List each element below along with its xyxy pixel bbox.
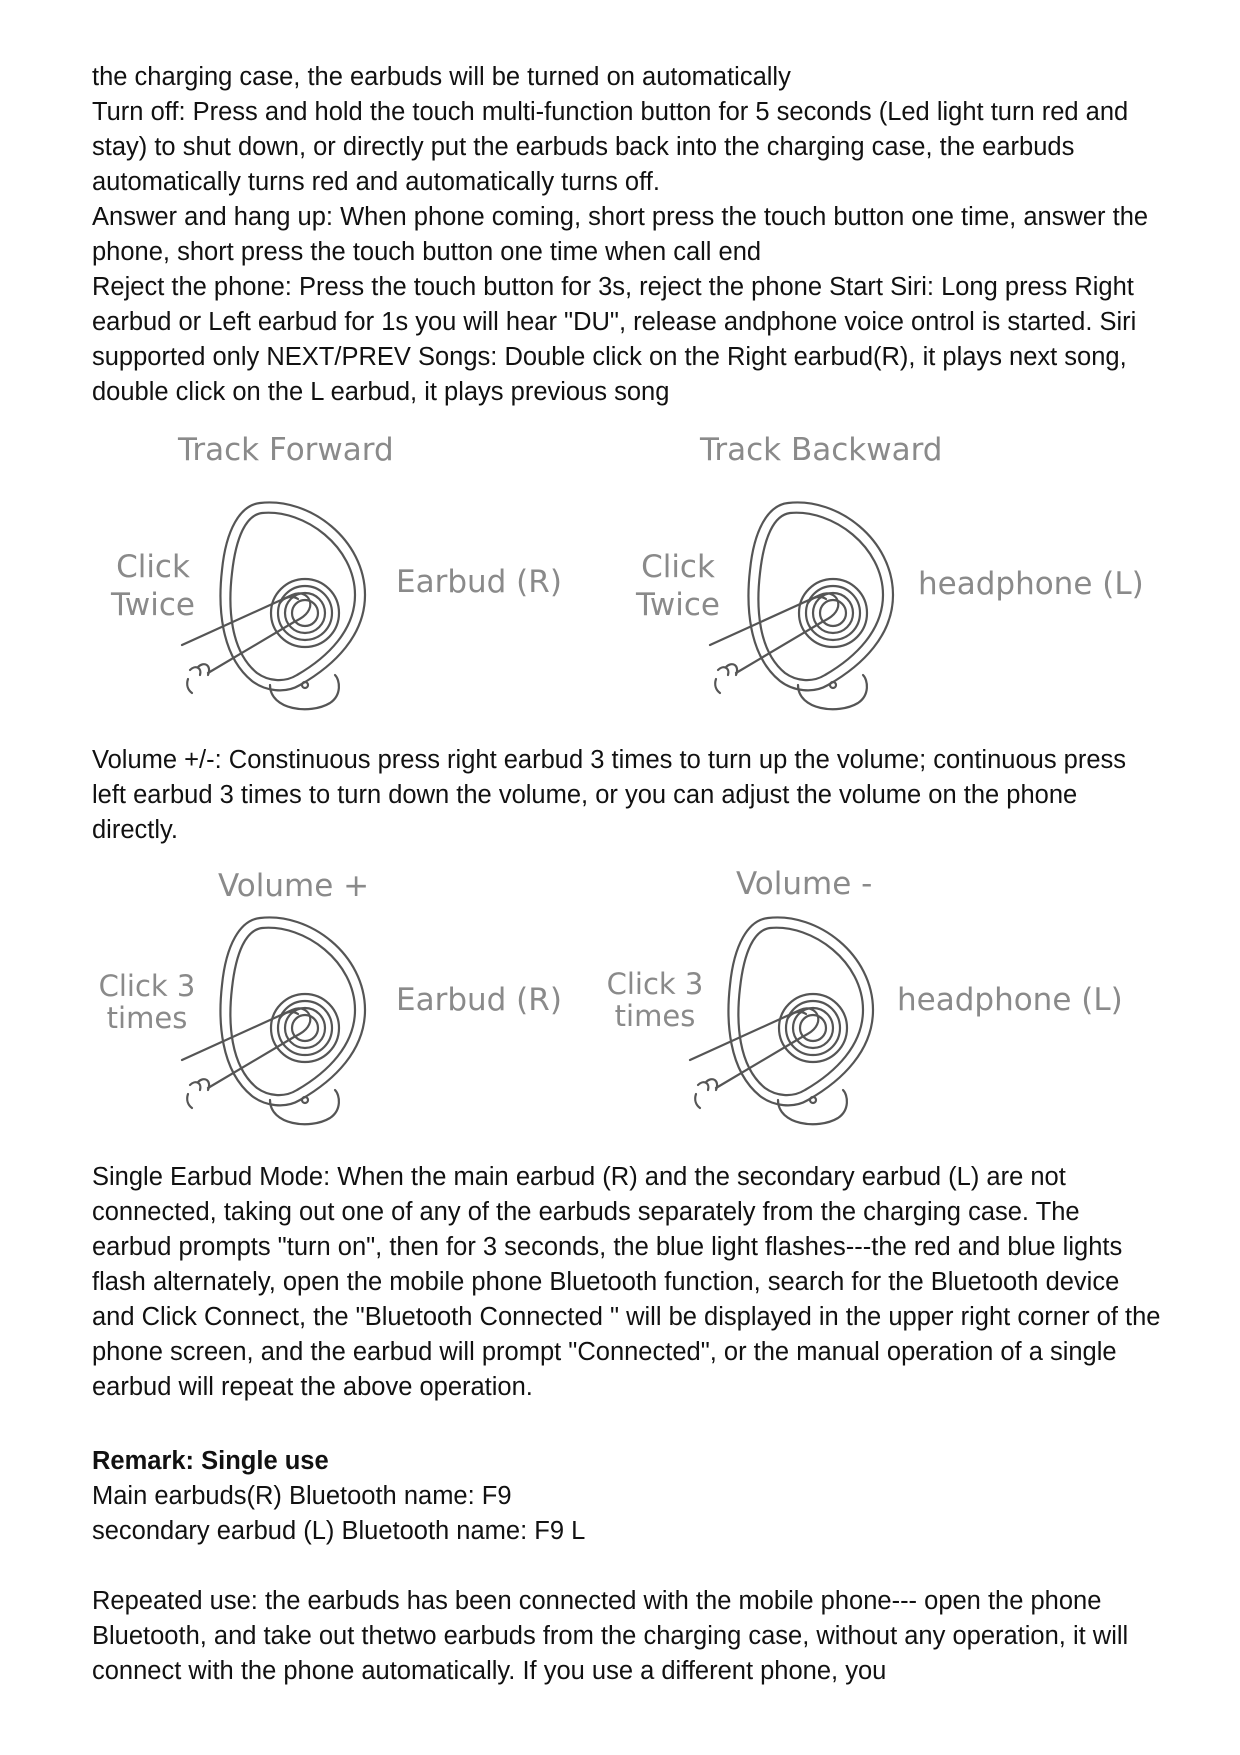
paragraph-volume: Volume +/-: Constinuous press right earbud 3 times to turn up the volume; continuous press left earbud 3 times to turn down the volume, or you can adjust the volume on the phone directly. [92,746,1127,844]
paragraph-reject-siri: Reject the phone: Press the touch button for 3s, reject the phone Start Siri: Long press Right earbud or Left earbud for 1s you will hear "DU", release andphone voice ontrol is started. Siri supported only NEXT/PREV Songs: Double click on the Right earbud(R), it plays next song, double click on the L earbud, it plays previous song [92,273,1137,406]
paragraph-turn-off: Turn off: Press and hold the touch multi-function button for 5 seconds (Led light turn red and stay) to shut down, or directly put the earbuds back into the charging case, the earbuds automatically turns red and automatically turns off. [92,98,1129,196]
figure-action-line1: Click 3 [606,967,704,1001]
remark-secondary-name: secondary earbud (L) Bluetooth name: F9 L [92,1517,586,1545]
figure-action-line1: Click [641,549,715,585]
figure-action-line1: Click 3 [98,969,196,1003]
earbud-icon [668,900,908,1140]
figure-action-line2: Twice [111,587,195,623]
earbud-icon [160,900,400,1140]
figure-side-track-backward: headphone (L) [918,566,1144,602]
paragraph-single-earbud-mode: Single Earbud Mode: When the main earbud (R) and the secondary earbud (L) are not connected, taking out one of any of the earbuds separately from the charging case. The earbud prompts "turn on", then for 3 seconds, the blue light flashes---the red and blue lights flash alternately, open the mobile phone Bluetooth function, search for the Bluetooth device and Click Connect, the "Bluetooth Connected " will be displayed in the upper right corner of the phone screen, and the earbud will prompt "Connected", or the manual operation of a single earbud will repeat the above operation. [92,1163,1161,1401]
figure-title-track-backward: Track Backward [700,432,943,468]
paragraph-repeated-use: Repeated use: the earbuds has been connected with the mobile phone--- open the phone Bluetooth, and take out thetwo earbuds from the charging case, without any operation, it will connect with the phone automatically. If you use a different phone, you [92,1587,1129,1685]
earbud-icon [688,485,928,725]
figure-side-volume-up: Earbud (R) [396,982,562,1018]
figure-title-volume-down: Volume - [736,866,873,902]
figure-action-line2: Twice [636,587,720,623]
earbud-icon [160,485,400,725]
figure-side-track-forward: Earbud (R) [396,564,562,600]
remark-heading: Remark: Single use [92,1447,329,1475]
paragraph-auto-on: the charging case, the earbuds will be turned on automatically [92,63,791,91]
figure-side-volume-down: headphone (L) [897,982,1123,1018]
remark-main-name: Main earbuds(R) Bluetooth name: F9 [92,1482,512,1510]
paragraph-answer-hangup: Answer and hang up: When phone coming, short press the touch button one time, answer the phone, short press the touch button one time when call end [92,203,1149,266]
figure-action-line2: times [106,1001,188,1035]
figure-title-volume-up: Volume + [218,868,370,904]
figure-action-line1: Click [116,549,190,585]
figure-action-line2: times [614,999,696,1033]
figure-title-track-forward: Track Forward [178,432,394,468]
